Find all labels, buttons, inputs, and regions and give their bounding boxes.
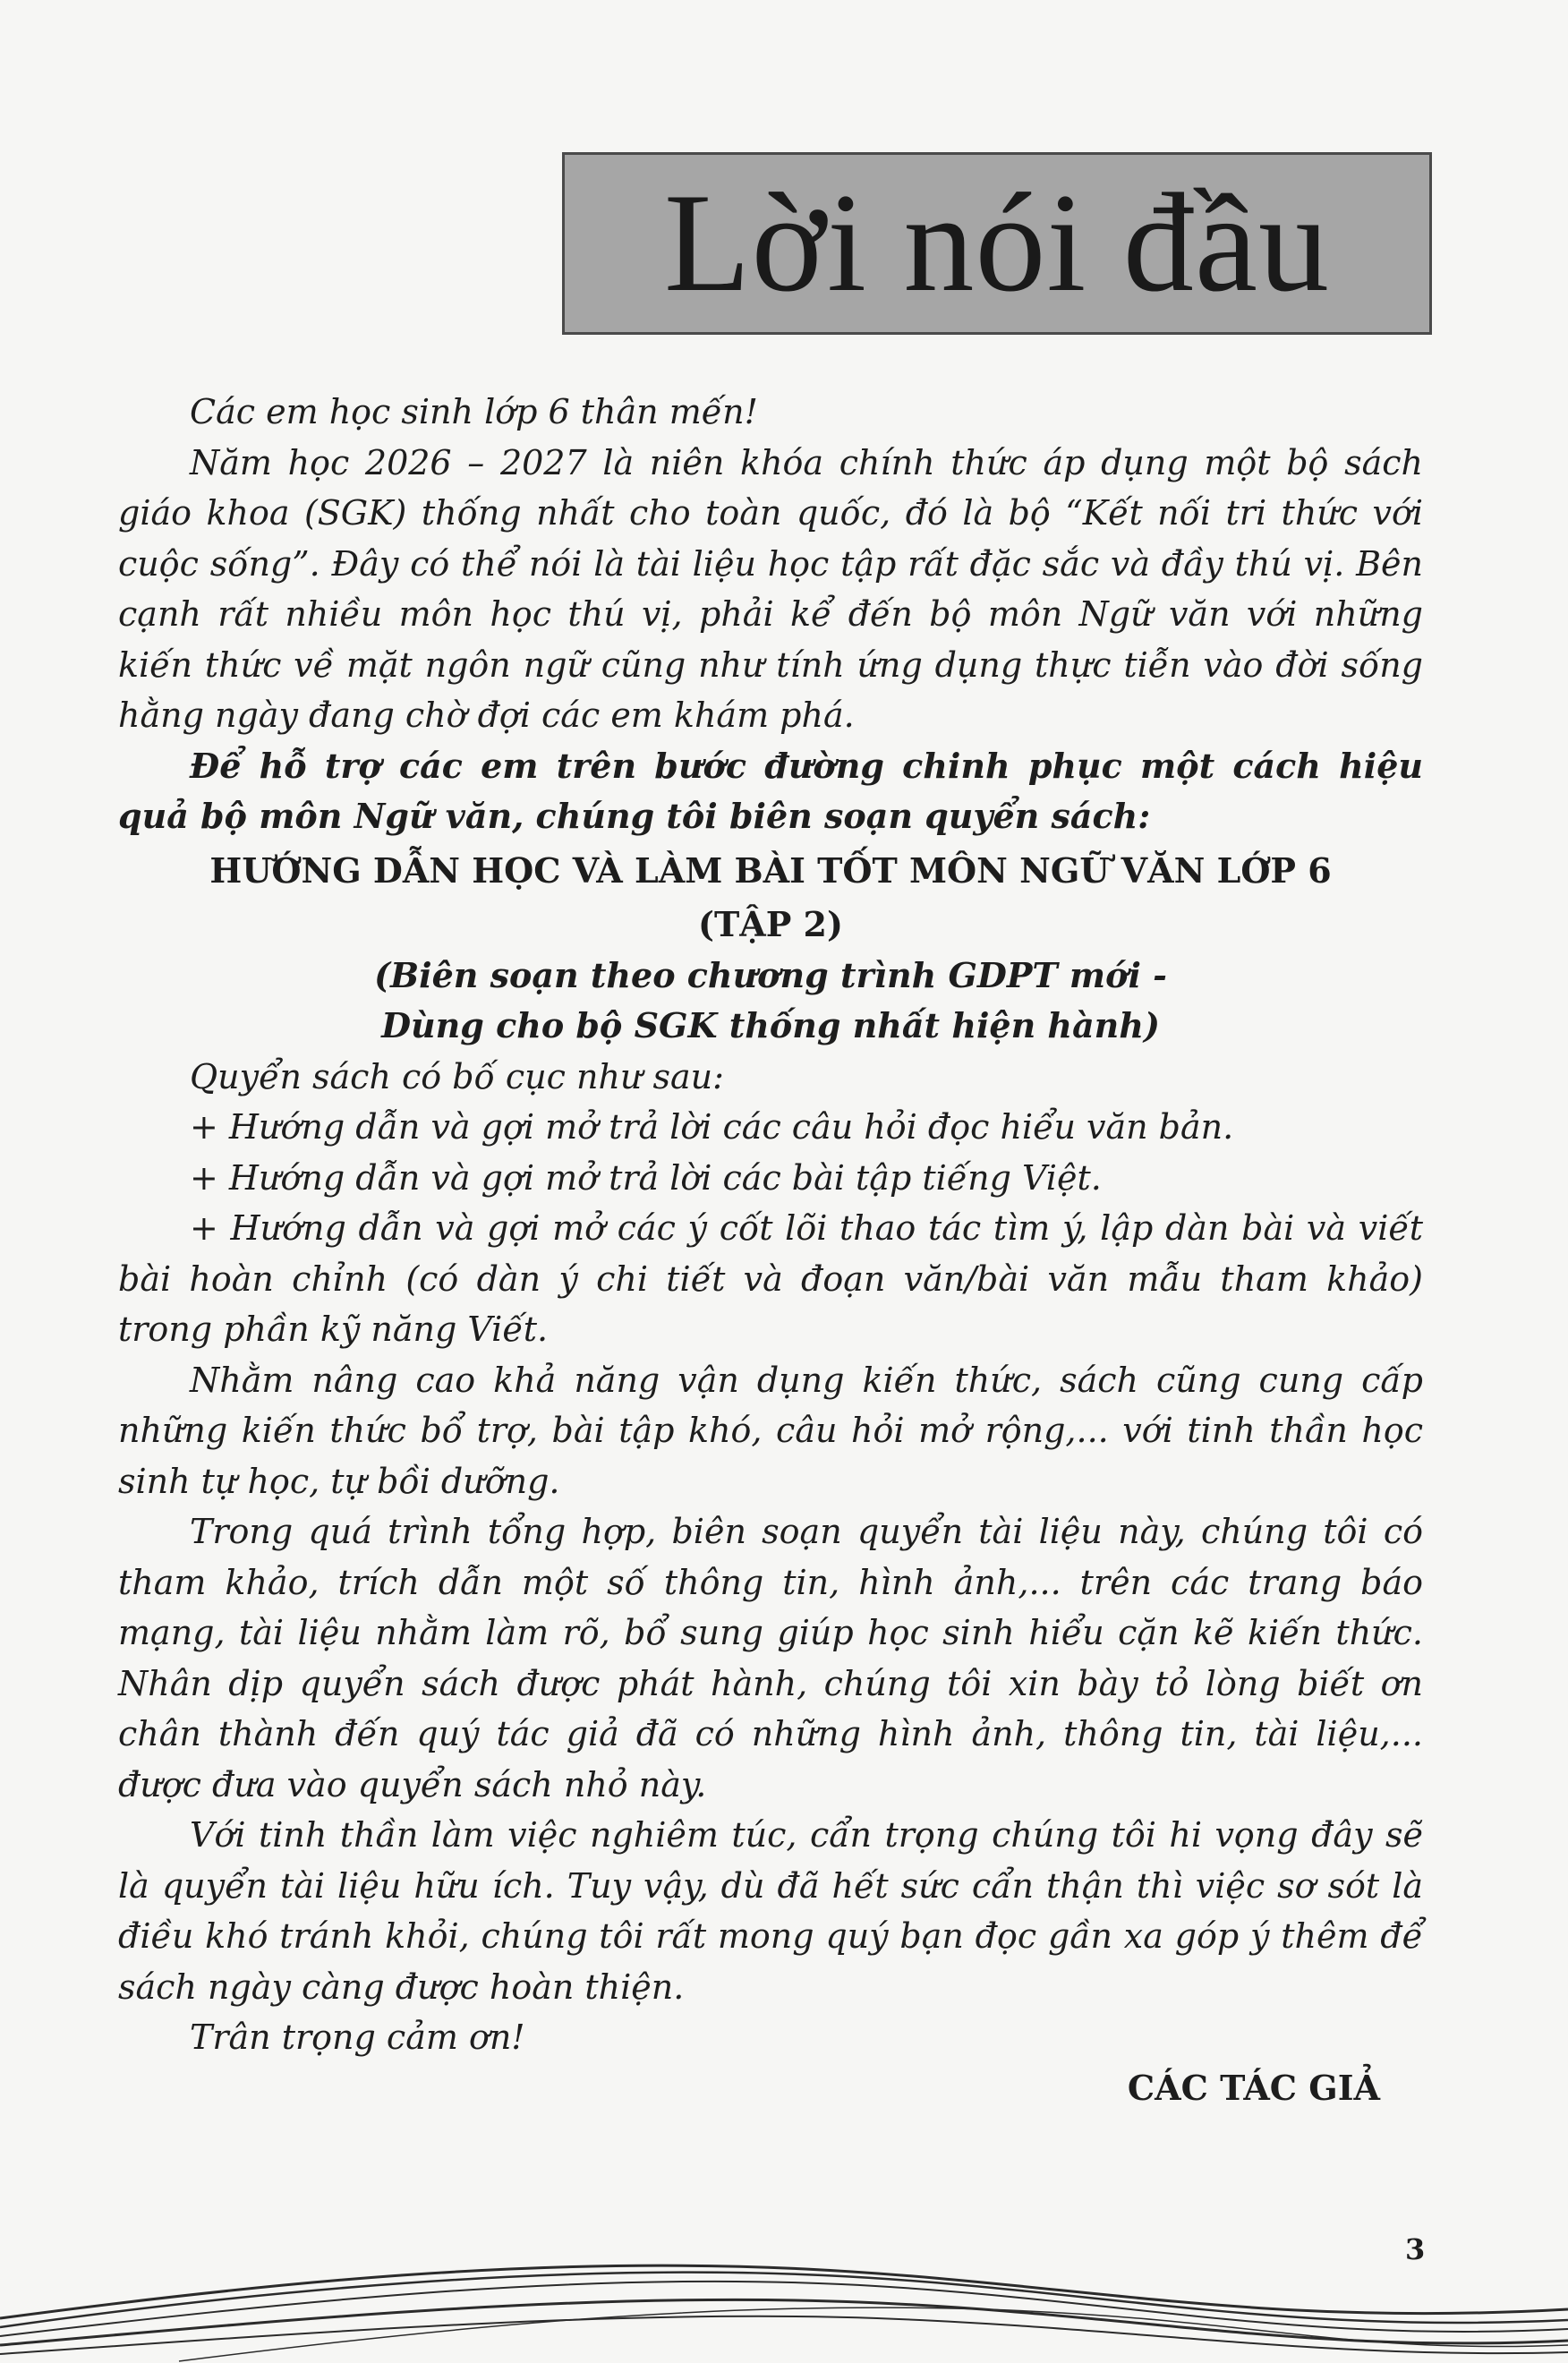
paragraph-feedback: Với tinh thần làm việc nghiêm túc, cẩn trọng chúng tôi hi vọng đây sẽ là quyển tài liệu hữu ích. Tuy vậy, dù đã hết sức cẩn thận thì việc sơ sót là điều khó tránh khỏi, chúng tôi rất mong quý bạn đọc gần xa góp ý thêm để sách ngày càng được hoàn thiện. — [118, 1815, 1423, 2007]
page-title: Lời nói đầu — [664, 165, 1330, 321]
preface-body — [118, 387, 1423, 2113]
decorative-wave-lines — [0, 2220, 1568, 2363]
support-paragraph: Để hỗ trợ các em trên bước đường chinh phục một cách hiệu quả bộ môn Ngữ văn, chúng tôi biên soạn quyển sách: — [118, 745, 1423, 836]
structure-item: + Hướng dẫn và gợi mở các ý cốt lõi thao tác tìm ý, lập dàn bài và viết bài hoàn chỉnh (có dàn ý chi tiết và đoạn văn/bài văn mẫu tham khảo) trong phần kỹ năng Viết. — [118, 1208, 1423, 1349]
greeting: Các em học sinh lớp 6 thân mến! — [190, 392, 758, 431]
closing-thanks: Trân trọng cảm ơn! — [190, 2018, 525, 2057]
book-subtitle-line-1: (Biên soạn theo chương trình GDPT mới - — [374, 954, 1167, 995]
structure-intro: Quyển sách có bố cục như sau: — [190, 1056, 724, 1096]
structure-item: + Hướng dẫn và gợi mở trả lời các câu hỏi đọc hiểu văn bản. — [190, 1107, 1234, 1147]
book-title-line-2: (TẬP 2) — [698, 904, 843, 944]
structure-item: + Hướng dẫn và gợi mở trả lời các bài tập tiếng Việt. — [190, 1157, 1102, 1198]
title-banner — [562, 152, 1432, 335]
intro-paragraph: Năm học 2026 – 2027 là niên khóa chính thức áp dụng một bộ sách giáo khoa (SGK) thống nhất cho toàn quốc, đó là bộ “Kết nối tri thức với cuộc sống”. Đây có thể nói là tài liệu học tập rất đặc sắc và đầy thú vị. Bên cạnh rất nhiều môn học thú vị, phải kể đến bộ môn Ngữ văn với những kiến thức về mặt ngôn ngữ cũng như tính ứng dụng thực tiễn vào đời sống hằng ngày đang chờ đợi các em khám phá. — [118, 442, 1423, 735]
book-subtitle-line-2: Dùng cho bộ SGK thống nhất hiện hành) — [381, 1005, 1160, 1045]
page-number: 3 — [1405, 2232, 1426, 2266]
paragraph-support-materials: Nhằm nâng cao khả năng vận dụng kiến thức, sách cũng cung cấp những kiến thức bổ trợ, bài tập khó, câu hỏi mở rộng,... với tinh thần học sinh tự học, tự bồi dưỡng. — [118, 1360, 1423, 1501]
book-title-line-1: HƯỚNG DẪN HỌC VÀ LÀM BÀI TỐT MÔN NGỮ VĂN LỚP 6 — [209, 849, 1332, 891]
paragraph-acknowledgement: Trong quá trình tổng hợp, biên soạn quyển tài liệu này, chúng tôi có tham khảo, trích dẫn một số thông tin, hình ảnh,... trên các trang báo mạng, tài liệu nhằm làm rõ, bổ sung giúp học sinh hiểu cặn kẽ kiến thức. Nhân dịp quyển sách được phát hành, chúng tôi xin bày tỏ lòng biết ơn chân thành đến quý tác giả đã có những hình ảnh, thông tin, tài liệu,... được đưa vào quyển sách nhỏ này. — [118, 1512, 1423, 1804]
author-signature: CÁC TÁC GIẢ — [1127, 2067, 1380, 2108]
